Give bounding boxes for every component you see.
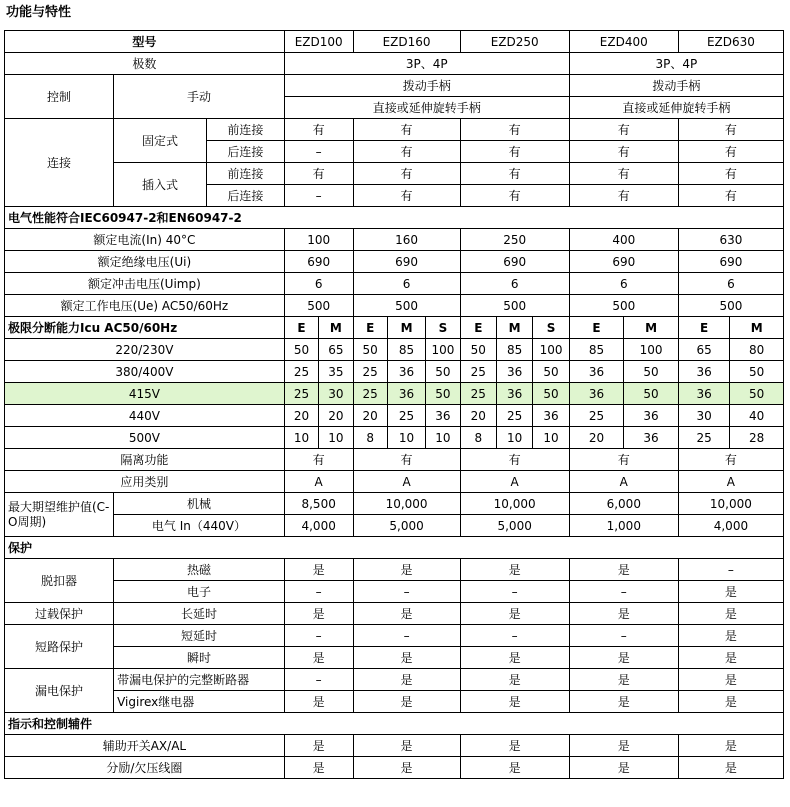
row-label: 额定工作电压(Ue) AC50/60Hz	[5, 295, 285, 317]
breaking-row-400	[5, 361, 784, 383]
cell: 是	[678, 757, 783, 779]
breaking-col-header: E	[460, 317, 496, 339]
conn-plugin-label: 插入式	[114, 163, 207, 207]
conn-row-1	[5, 119, 784, 141]
cell: 20	[460, 405, 496, 427]
cell: 690	[284, 251, 353, 273]
category-row	[5, 471, 784, 493]
cell: 是	[569, 669, 678, 691]
cell: –	[284, 581, 353, 603]
cell: 有	[353, 185, 460, 207]
cell: –	[460, 625, 569, 647]
aux-section-title: 指示和控制辅件	[5, 713, 784, 735]
cell: 25	[460, 361, 496, 383]
cell: 50	[426, 383, 460, 405]
cell: 36	[387, 383, 425, 405]
life-row-mech	[5, 493, 784, 515]
cell: 有	[353, 119, 460, 141]
cell: 85	[569, 339, 624, 361]
cell: 有	[460, 163, 569, 185]
cell: 6	[353, 273, 460, 295]
model-label: 型号	[5, 31, 285, 53]
cell: 是	[678, 625, 783, 647]
breaking-col-header: S	[426, 317, 460, 339]
cell: 20	[284, 405, 318, 427]
aux-row-contact	[5, 735, 784, 757]
cell: 50	[624, 383, 679, 405]
breaking-col-header: E	[284, 317, 318, 339]
life-mech-label: 机械	[114, 493, 285, 515]
control-toggle-large: 拨动手柄	[569, 75, 783, 97]
cell: 有	[460, 141, 569, 163]
cell: 有	[678, 163, 783, 185]
cell: 80	[730, 339, 784, 361]
vigirex-label: Vigirex继电器	[114, 691, 285, 713]
cell: 是	[569, 603, 678, 625]
protection-section-title: 保护	[5, 537, 784, 559]
breaking-row-440	[5, 405, 784, 427]
cell: 50	[460, 339, 496, 361]
cell: 100	[426, 339, 460, 361]
leakage-label: 漏电保护	[5, 669, 114, 713]
breaking-section-title: 极限分断能力Icu AC50/60Hz	[5, 317, 285, 339]
breaking-row-230	[5, 339, 784, 361]
cell: 是	[353, 647, 460, 669]
cell: 有	[353, 141, 460, 163]
conn-rear-label: 后连接	[207, 141, 285, 163]
cell: A	[284, 471, 353, 493]
breaking-col-header: M	[387, 317, 425, 339]
cell: 有	[569, 163, 678, 185]
cell: 是	[678, 581, 783, 603]
cell: 有	[569, 141, 678, 163]
prot-row-thermal	[5, 559, 784, 581]
short-delay-label: 短延时	[114, 625, 285, 647]
cell: 有	[460, 449, 569, 471]
breaking-col-header: M	[730, 317, 784, 339]
cell: 是	[353, 691, 460, 713]
cell: 690	[353, 251, 460, 273]
row-label: 380/400V	[5, 361, 285, 383]
cell: 是	[460, 757, 569, 779]
cell: –	[284, 669, 353, 691]
conn-front-label: 前连接	[207, 163, 285, 185]
prot-row-vigirex	[5, 691, 784, 713]
model-ezd160: EZD160	[353, 31, 460, 53]
row-label: 440V	[5, 405, 285, 427]
cell: 6	[460, 273, 569, 295]
cell: 100	[624, 339, 679, 361]
cell: 25	[460, 383, 496, 405]
cell: 是	[569, 757, 678, 779]
cell: 是	[353, 669, 460, 691]
cell: 6	[284, 273, 353, 295]
control-rotary-large: 直接或延伸旋转手柄	[569, 97, 783, 119]
cell: 8	[353, 427, 387, 449]
cell: 36	[569, 383, 624, 405]
cell: 36	[624, 405, 679, 427]
poles-small: 3P、4P	[284, 53, 569, 75]
cell: 10,000	[678, 493, 783, 515]
cell: 6	[569, 273, 678, 295]
cell: 30	[319, 383, 353, 405]
electrical-section-title: 电气性能符合IEC60947-2和EN60947-2	[5, 207, 784, 229]
cell: 36	[533, 405, 569, 427]
cell: 36	[624, 427, 679, 449]
poles-row	[5, 53, 784, 75]
control-row-1	[5, 75, 784, 97]
cell: 是	[678, 735, 783, 757]
elec-row-current	[5, 229, 784, 251]
short-circuit-label: 短路保护	[5, 625, 114, 669]
cell: 10	[319, 427, 353, 449]
header-row	[5, 31, 784, 53]
cell: 是	[284, 757, 353, 779]
control-manual: 手动	[114, 75, 285, 119]
cell: 有	[569, 449, 678, 471]
cell: 有	[460, 185, 569, 207]
cell: 25	[569, 405, 624, 427]
cell: 10	[496, 427, 532, 449]
cell: 85	[387, 339, 425, 361]
cell: 85	[496, 339, 532, 361]
aux-row-coil	[5, 757, 784, 779]
cell: 有	[678, 449, 783, 471]
cell: 是	[460, 669, 569, 691]
cell: 50	[624, 361, 679, 383]
elec-row-insulation	[5, 251, 784, 273]
cell: 10,000	[353, 493, 460, 515]
cell: 65	[319, 339, 353, 361]
elec-row-working	[5, 295, 784, 317]
cell: 有	[353, 449, 460, 471]
cell: 是	[460, 559, 569, 581]
model-ezd630: EZD630	[678, 31, 783, 53]
cell: 1,000	[569, 515, 678, 537]
control-rotary-small: 直接或延伸旋转手柄	[284, 97, 569, 119]
cell: 10	[426, 427, 460, 449]
cell: 36	[678, 361, 730, 383]
cell: 10	[387, 427, 425, 449]
cell: 25	[284, 383, 318, 405]
elec-row-impulse	[5, 273, 784, 295]
row-label: 额定绝缘电压(Ui)	[5, 251, 285, 273]
cell: 是	[678, 603, 783, 625]
cell: 25	[387, 405, 425, 427]
cell: –	[284, 625, 353, 647]
cell: 有	[284, 449, 353, 471]
prot-row-shortdelay	[5, 625, 784, 647]
breaking-row-500	[5, 427, 784, 449]
breaking-col-header: M	[496, 317, 532, 339]
row-label: 220/230V	[5, 339, 285, 361]
cell: 有	[284, 163, 353, 185]
cell: 50	[533, 383, 569, 405]
cell: 是	[460, 691, 569, 713]
cell: 500	[353, 295, 460, 317]
control-toggle-small: 拨动手柄	[284, 75, 569, 97]
cell: 690	[678, 251, 783, 273]
poles-large: 3P、4P	[569, 53, 783, 75]
cell: 是	[284, 603, 353, 625]
isolation-row	[5, 449, 784, 471]
row-label: 辅助开关AX/AL	[5, 735, 285, 757]
cell: –	[353, 625, 460, 647]
row-label: 415V	[5, 383, 285, 405]
cell: 是	[678, 691, 783, 713]
cell: 是	[284, 691, 353, 713]
breaking-col-header: E	[569, 317, 624, 339]
conn-row-3	[5, 163, 784, 185]
cell: 10,000	[460, 493, 569, 515]
cell: –	[460, 581, 569, 603]
electronic-label: 电子	[114, 581, 285, 603]
model-ezd250: EZD250	[460, 31, 569, 53]
breaking-col-header: E	[353, 317, 387, 339]
cell: 5,000	[353, 515, 460, 537]
control-label: 控制	[5, 75, 114, 119]
model-ezd400: EZD400	[569, 31, 678, 53]
cell: 是	[353, 559, 460, 581]
cell: 25	[353, 361, 387, 383]
cell: 36	[496, 361, 532, 383]
cell: 400	[569, 229, 678, 251]
cell: 是	[569, 559, 678, 581]
cell: 100	[533, 339, 569, 361]
cell: 25	[678, 427, 730, 449]
breaking-col-header: M	[319, 317, 353, 339]
breaking-header-row	[5, 317, 784, 339]
life-row-elec	[5, 515, 784, 537]
cell: 160	[353, 229, 460, 251]
cell: 是	[353, 603, 460, 625]
connection-label: 连接	[5, 119, 114, 207]
cell: –	[284, 141, 353, 163]
cell: 8,500	[284, 493, 353, 515]
cell: 5,000	[460, 515, 569, 537]
cell: 36	[678, 383, 730, 405]
cell: 有	[678, 119, 783, 141]
prot-row-complete	[5, 669, 784, 691]
cell: 630	[678, 229, 783, 251]
cell: 50	[730, 383, 784, 405]
cell: 是	[569, 735, 678, 757]
cell: 6,000	[569, 493, 678, 515]
prot-row-overload	[5, 603, 784, 625]
model-ezd100: EZD100	[284, 31, 353, 53]
life-label: 最大期望维护值(C-O周期)	[5, 493, 114, 537]
cell: 是	[460, 647, 569, 669]
cell: 10	[533, 427, 569, 449]
cell: 50	[353, 339, 387, 361]
breaking-col-header: M	[624, 317, 679, 339]
page-title: 功能与特性	[6, 5, 72, 20]
cell: 50	[284, 339, 318, 361]
cell: –	[284, 185, 353, 207]
cell: 50	[426, 361, 460, 383]
prot-row-electronic	[5, 581, 784, 603]
long-delay-label: 长延时	[114, 603, 285, 625]
cell: A	[353, 471, 460, 493]
cell: 是	[353, 735, 460, 757]
breaking-col-header: S	[533, 317, 569, 339]
cell: 25	[353, 383, 387, 405]
cell: 36	[569, 361, 624, 383]
cell: 有	[460, 119, 569, 141]
life-elec-label: 电气 In（440V）	[114, 515, 285, 537]
cell: 500	[678, 295, 783, 317]
row-label: 分励/欠压线圈	[5, 757, 285, 779]
cell: 10	[284, 427, 318, 449]
row-label: 隔离功能	[5, 449, 285, 471]
cell: 是	[678, 669, 783, 691]
cell: 690	[460, 251, 569, 273]
cell: 是	[284, 647, 353, 669]
cell: 20	[319, 405, 353, 427]
cell: A	[569, 471, 678, 493]
thermal-label: 热磁	[114, 559, 285, 581]
cell: 20	[353, 405, 387, 427]
cell: –	[678, 559, 783, 581]
cell: 36	[496, 383, 532, 405]
cell: 690	[569, 251, 678, 273]
row-label: 应用类别	[5, 471, 285, 493]
breaking-row-415-highlighted	[5, 383, 784, 405]
cell: 100	[284, 229, 353, 251]
cell: 是	[284, 559, 353, 581]
conn-fixed-label: 固定式	[114, 119, 207, 163]
cell: 是	[460, 603, 569, 625]
cell: A	[678, 471, 783, 493]
protection-section	[5, 537, 784, 559]
electrical-section	[5, 207, 784, 229]
cell: 36	[426, 405, 460, 427]
cell: 65	[678, 339, 730, 361]
cell: 有	[353, 163, 460, 185]
cell: 25	[496, 405, 532, 427]
spec-table	[4, 30, 784, 779]
conn-front-label: 前连接	[207, 119, 285, 141]
cell: 有	[284, 119, 353, 141]
cell: 8	[460, 427, 496, 449]
trip-label: 脱扣器	[5, 559, 114, 603]
cell: –	[569, 581, 678, 603]
cell: 有	[678, 185, 783, 207]
cell: 28	[730, 427, 784, 449]
cell: 4,000	[678, 515, 783, 537]
cell: 500	[569, 295, 678, 317]
cell: 有	[678, 141, 783, 163]
cell: 6	[678, 273, 783, 295]
cell: 40	[730, 405, 784, 427]
cell: 30	[678, 405, 730, 427]
cell: –	[353, 581, 460, 603]
cell: 是	[678, 647, 783, 669]
aux-section	[5, 713, 784, 735]
conn-rear-label: 后连接	[207, 185, 285, 207]
cell: 25	[284, 361, 318, 383]
cell: 500	[284, 295, 353, 317]
instant-label: 瞬时	[114, 647, 285, 669]
cell: –	[569, 625, 678, 647]
breaking-col-header: E	[678, 317, 730, 339]
row-label: 额定冲击电压(Uimp)	[5, 273, 285, 295]
row-label: 额定电流(In) 40°C	[5, 229, 285, 251]
prot-row-instant	[5, 647, 784, 669]
cell: A	[460, 471, 569, 493]
cell: 500	[460, 295, 569, 317]
cell: 36	[387, 361, 425, 383]
complete-breaker-label: 带漏电保护的完整断路器	[114, 669, 285, 691]
cell: 35	[319, 361, 353, 383]
cell: 20	[569, 427, 624, 449]
cell: 是	[569, 647, 678, 669]
cell: 是	[353, 757, 460, 779]
cell: 50	[730, 361, 784, 383]
cell: 有	[569, 119, 678, 141]
cell: 是	[460, 735, 569, 757]
poles-label: 极数	[5, 53, 285, 75]
cell: 4,000	[284, 515, 353, 537]
overload-label: 过载保护	[5, 603, 114, 625]
cell: 250	[460, 229, 569, 251]
cell: 有	[569, 185, 678, 207]
cell: 是	[284, 735, 353, 757]
cell: 是	[569, 691, 678, 713]
row-label: 500V	[5, 427, 285, 449]
cell: 50	[533, 361, 569, 383]
